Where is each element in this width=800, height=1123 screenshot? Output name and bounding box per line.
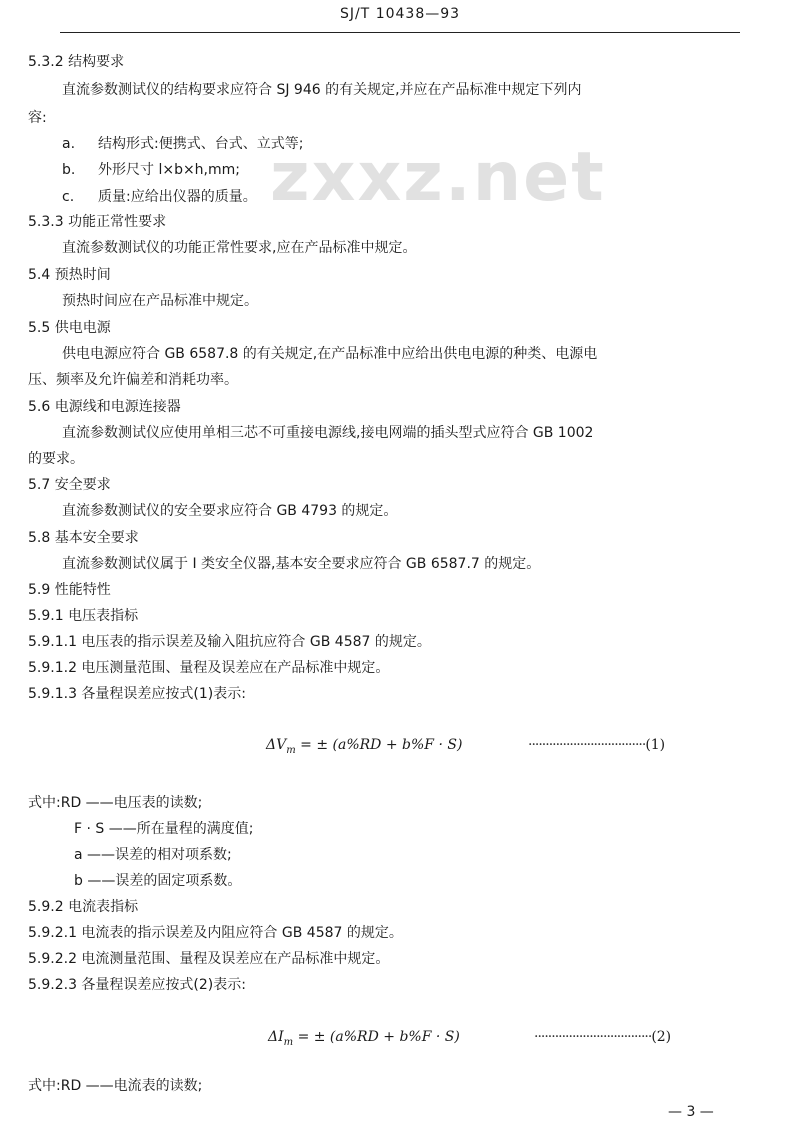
- watermark: zxxz.net: [270, 138, 606, 217]
- formula-2-leader: [534, 1027, 671, 1047]
- formula-1-rhs: = ± (a%RD + b%F · S): [295, 737, 463, 753]
- formula-2-dots: ··································: [534, 1029, 652, 1045]
- formula-2-lhs: ΔI: [268, 1029, 284, 1045]
- section-5-3-2-title: 5.3.2 结构要求: [28, 54, 125, 70]
- formula-1-number: (1): [645, 737, 666, 753]
- header-rule: [60, 32, 740, 33]
- formula-1-leader: [528, 735, 665, 755]
- page-number: — 3 —: [668, 1104, 714, 1120]
- section-5-6-title: 5.6 电源线和电源连接器: [28, 399, 181, 415]
- section-5-4-para: 预热时间应在产品标准中规定。: [62, 293, 258, 309]
- formula-2-number: (2): [651, 1029, 672, 1045]
- section-5-3-3-title: 5.3.3 功能正常性要求: [28, 214, 167, 230]
- where-1-rd: 式中:RD ——电压表的读数;: [28, 795, 203, 811]
- section-5-9-2-title: 5.9.2 电流表指标: [28, 899, 139, 915]
- formula-2-rhs: = ± (a%RD + b%F · S): [293, 1029, 460, 1045]
- where-2-rd: 式中:RD ——电流表的读数;: [28, 1078, 203, 1094]
- section-5-5-title: 5.5 供电电源: [28, 320, 111, 336]
- section-5-9-1-2: 5.9.1.2 电压测量范围、量程及误差应在产品标准中规定。: [28, 660, 390, 676]
- list-marker-b: b.: [62, 162, 76, 178]
- where-1-a: a ——误差的相对项系数;: [74, 847, 232, 863]
- section-5-4-title: 5.4 预热时间: [28, 267, 111, 283]
- standard-code: SJ/T 10438—93: [339, 6, 461, 22]
- section-5-3-2-para-line2: 容:: [28, 110, 47, 126]
- formula-1-subscript: m: [286, 744, 296, 756]
- section-5-3-3-para: 直流参数测试仪的功能正常性要求,应在产品标准中规定。: [62, 240, 417, 256]
- formula-1-lhs: ΔV: [266, 737, 287, 753]
- formula-1: [266, 735, 462, 761]
- list-item-b: 外形尺寸 l×b×h,mm;: [98, 162, 241, 178]
- list-item-c: 质量:应给出仪器的质量。: [98, 189, 257, 205]
- section-5-9-2-3: 5.9.2.3 各量程误差应按式(2)表示:: [28, 977, 246, 993]
- formula-2: [268, 1027, 460, 1053]
- section-5-9-1-3: 5.9.1.3 各量程误差应按式(1)表示:: [28, 686, 246, 702]
- section-5-5-para-line1: 供电电源应符合 GB 6587.8 的有关规定,在产品标准中应给出供电电源的种类、电源电: [62, 346, 598, 362]
- section-5-6-para-line2: 的要求。: [28, 451, 84, 467]
- section-5-7-title: 5.7 安全要求: [28, 477, 111, 493]
- list-item-a: 结构形式:便携式、台式、立式等;: [98, 136, 304, 152]
- formula-1-dots: ··································: [528, 737, 646, 753]
- formula-2-subscript: m: [283, 1036, 294, 1048]
- list-marker-c: c.: [62, 189, 75, 205]
- section-5-9-2-2: 5.9.2.2 电流测量范围、量程及误差应在产品标准中规定。: [28, 951, 390, 967]
- section-5-5-para-line2: 压、频率及允许偏差和消耗功率。: [28, 372, 238, 388]
- section-5-8-para: 直流参数测试仪属于 I 类安全仪器,基本安全要求应符合 GB 6587.7 的规定。: [62, 556, 541, 572]
- section-5-9-2-1: 5.9.2.1 电流表的指示误差及内阻应符合 GB 4587 的规定。: [28, 925, 403, 941]
- list-marker-a: a.: [62, 136, 76, 152]
- section-5-9-1-1: 5.9.1.1 电压表的指示误差及输入阻抗应符合 GB 4587 的规定。: [28, 634, 431, 650]
- where-1-b: b ——误差的固定项系数。: [74, 873, 242, 889]
- section-5-8-title: 5.8 基本安全要求: [28, 530, 139, 546]
- section-5-9-title: 5.9 性能特性: [28, 582, 111, 598]
- section-5-3-2-para-line1: 直流参数测试仪的结构要求应符合 SJ 946 的有关规定,并应在产品标准中规定下列内: [62, 82, 582, 98]
- section-5-7-para: 直流参数测试仪的安全要求应符合 GB 4793 的规定。: [62, 503, 398, 519]
- section-5-9-1-title: 5.9.1 电压表指标: [28, 608, 139, 624]
- where-1-fs: F · S ——所在量程的满度值;: [74, 821, 254, 837]
- section-5-6-para-line1: 直流参数测试仪应使用单相三芯不可重接电源线,接电网端的插头型式应符合 GB 1002: [62, 425, 594, 441]
